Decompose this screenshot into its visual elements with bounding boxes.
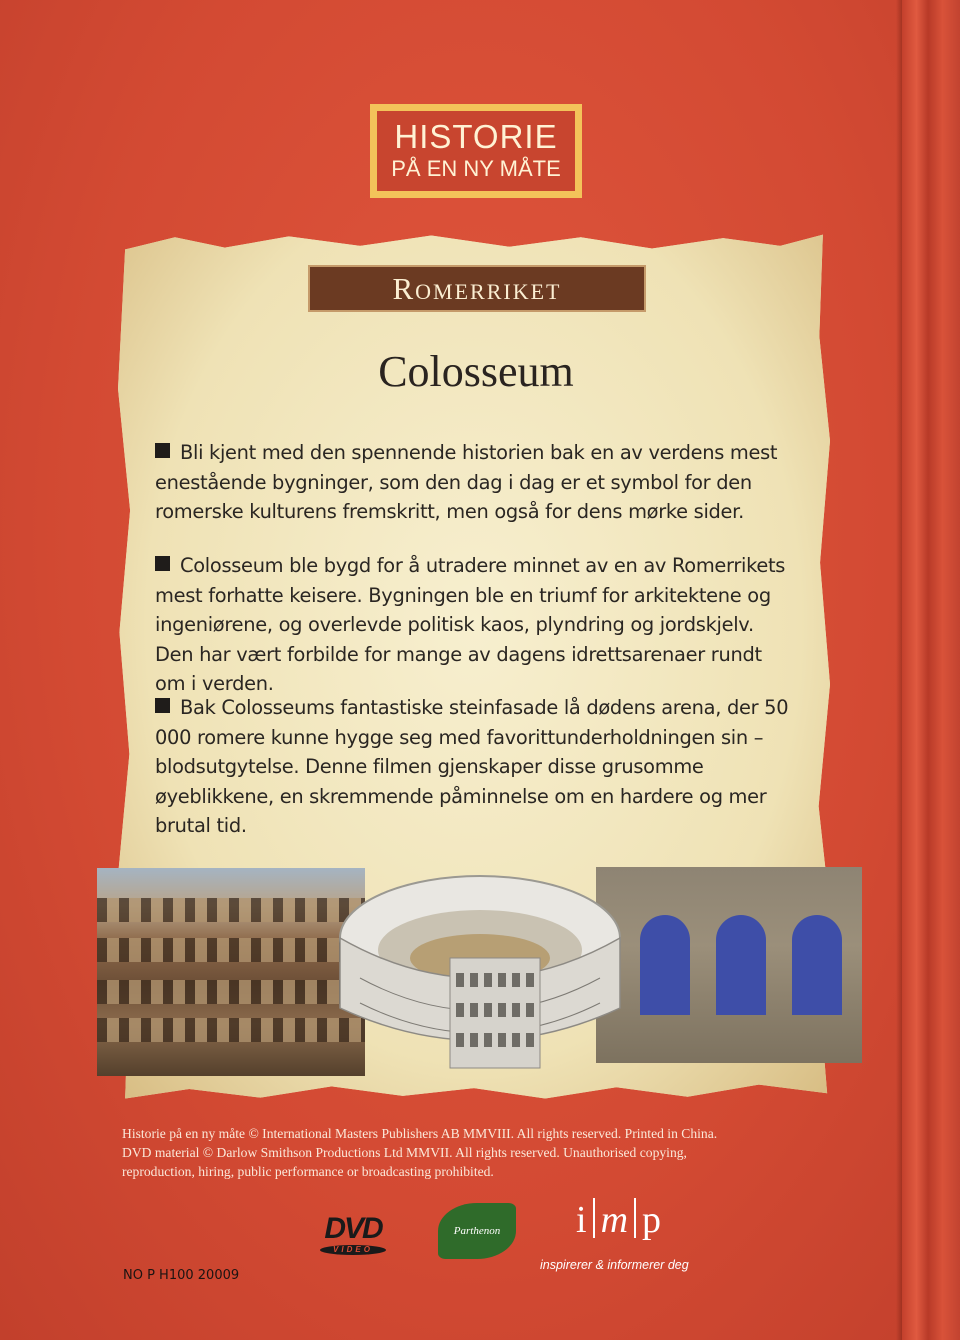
imp-logo-i: i [576,1199,587,1241]
legal-notice [122,1124,822,1181]
series-logo-line1: HISTORIE [394,118,558,155]
paragraph-2-text: Colosseum ble bygd for å utradere minnet av en av Romerrikets mest forhatte keisere. Bygningen ble en triumf for arkitektene og ingeniørene, og overlevde politisk kaos, plyndring og jordskjelv. Den har vært forbilde for mange av dagens idrettsarenaer rundt om i verden. [155,554,786,695]
colosseum-interior-photo [97,868,365,1076]
paragraph-3 [155,693,795,841]
imp-logo [576,1198,661,1242]
legal-line-2: DVD material © Darlow Smithson Productions Ltd MMVII. All rights reserved. Unauthorised copying, [122,1145,687,1160]
product-code: NO P H100 20009 [123,1268,240,1283]
paragraph-2 [155,551,795,699]
imp-logo-m: m [600,1199,629,1241]
book-spine [902,0,960,1340]
dvd-logo-subtext: VIDEO [320,1245,386,1255]
imp-logo-divider [634,1198,636,1238]
page-title: Colosseum [378,347,574,396]
legal-line-3: reproduction, hiring, public performance or broadcasting prohibited. [122,1164,494,1179]
parthenon-logo: Parthenon [438,1203,516,1259]
paragraph-3-text: Bak Colosseums fantastiske steinfasade lå dødens arena, der 50 000 romere kunne hygge seg med favorittunderholdningen sin – blodsutgytelse. Denne filmen gjenskaper disse grusomme øyeblikkene, en skremmende påminnelse om en hardere og mer brutal tid. [155,696,789,837]
bullet-square-icon [155,698,170,713]
imp-tagline: inspirerer & informerer deg [540,1258,689,1272]
colosseum-arches-photo [596,867,862,1063]
series-logo [370,104,582,198]
dvd-video-logo [308,1213,398,1257]
paragraph-1 [155,438,795,527]
dvd-logo-text: DVD [324,1212,382,1245]
paragraph-1-text: Bli kjent med den spennende historien bak en av verdens mest enestående bygninger, som den dag i dag er et symbol for den romerske kulturens fremskritt, men også for dens mørke sider. [155,441,778,523]
series-logo-line2: PÅ EN NY MÅTE [391,156,561,181]
legal-line-1: Historie på en ny måte © International Masters Publishers AB MMVIII. All rights reserved. Printed in China. [122,1126,718,1141]
colosseum-3d-model-illustration [330,858,630,1080]
bullet-square-icon [155,556,170,571]
section-banner: Romerriket [308,265,646,312]
imp-logo-p: p [642,1199,662,1241]
imp-logo-divider [593,1198,595,1238]
bullet-square-icon [155,443,170,458]
